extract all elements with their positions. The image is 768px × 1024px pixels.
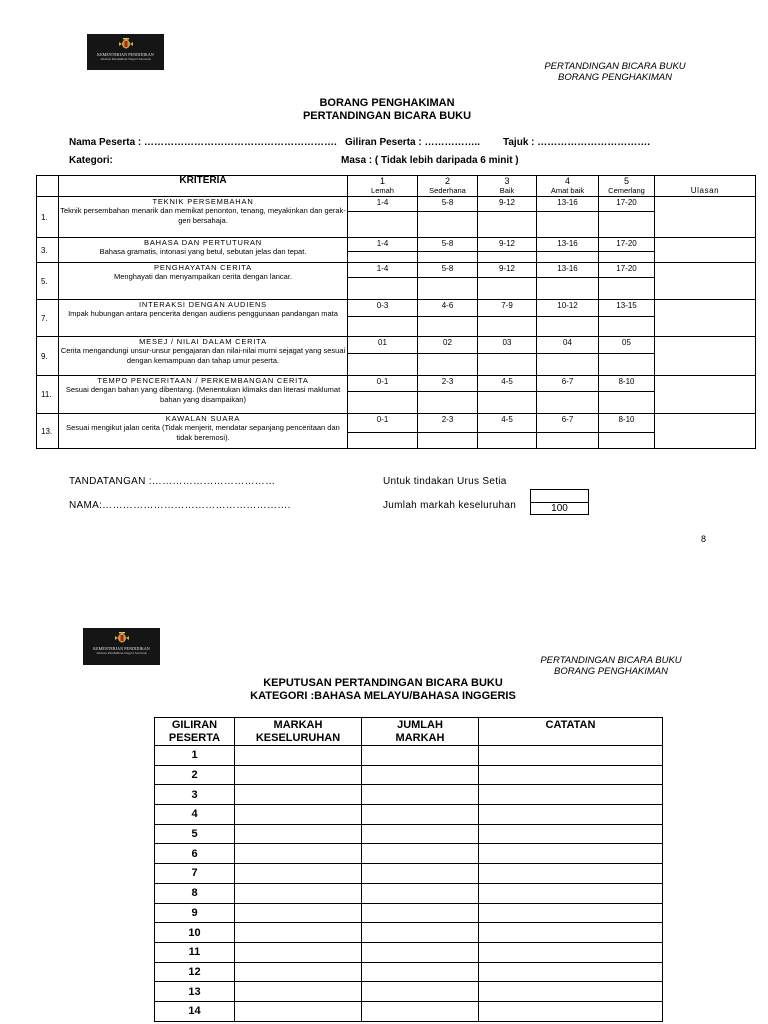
table-row: [155, 962, 663, 982]
participant-number: 6: [155, 844, 235, 864]
criterion-name: TEMPO PENCERITAAN / PERKEMBANGAN CERITA: [97, 376, 309, 385]
score-input-cell[interactable]: [478, 392, 537, 414]
jumlah-markah-cell[interactable]: [362, 923, 479, 943]
logo-text-1: KEMENTERIAN PENDIDIKAN: [93, 646, 150, 651]
score-range: 01: [348, 337, 418, 354]
logo-text-2: Jabatan Pendidikan Negeri Sarawak: [96, 651, 147, 655]
header-line-1: PERTANDINGAN BICARA BUKU: [540, 655, 682, 666]
score-input-cell[interactable]: [478, 252, 537, 263]
ulasan-cell[interactable]: [655, 414, 756, 449]
level-header: 4 Amat baik: [537, 176, 599, 197]
score-input-cell[interactable]: [418, 252, 478, 263]
score-range: 0-1: [348, 376, 418, 392]
score-range: 4-5: [478, 376, 537, 392]
criterion-row: [37, 197, 756, 212]
jumlah-markah-cell[interactable]: [362, 765, 479, 785]
score-range: 9-12: [478, 197, 537, 212]
criterion-row: [37, 376, 756, 392]
score-input-cell[interactable]: [599, 392, 655, 414]
catatan-cell[interactable]: [479, 765, 663, 785]
criterion-desc: Cerita mengandungi unsur-unsur pengajaran dan nilai-nilai murni sejagat yang sesuai dengan kemampuan dan tahap umur peserta.: [60, 346, 346, 365]
markah-keseluruhan-cell[interactable]: [235, 844, 362, 864]
score-input-cell[interactable]: [599, 252, 655, 263]
criterion-row: [37, 300, 756, 317]
score-range: 13-16: [537, 197, 599, 212]
table-row: [155, 982, 663, 1002]
score-range: 4-6: [418, 300, 478, 317]
criterion-name: PENGHAYATAN CERITA: [154, 263, 252, 272]
score-range: 4-5: [478, 414, 537, 433]
kategori-field[interactable]: Kategori:: [69, 155, 113, 166]
score-input-cell[interactable]: [418, 392, 478, 414]
jumlah-markah-cell[interactable]: [362, 746, 479, 766]
criterion-row: [37, 414, 756, 433]
score-range: 7-9: [478, 300, 537, 317]
score-range: 02: [418, 337, 478, 354]
criterion-row: [37, 263, 756, 278]
score-range: 9-12: [478, 238, 537, 252]
jumlah-markah-cell[interactable]: [362, 883, 479, 903]
score-input-cell[interactable]: [537, 354, 599, 376]
markah-keseluruhan-cell[interactable]: [235, 746, 362, 766]
criterion-name: BAHASA DAN PERTUTURAN: [144, 238, 262, 247]
criterion-number: 13.: [37, 414, 59, 449]
criterion-desc: Bahasa gramatis, intonasi yang betul, sebutan jelas dan tepat.: [99, 247, 307, 256]
score-range: 6-7: [537, 376, 599, 392]
criterion-number: 5.: [37, 263, 59, 300]
markah-keseluruhan-cell[interactable]: [235, 864, 362, 884]
giliran-peserta-header: GILIRAN PESERTA: [155, 718, 235, 746]
score-input-cell[interactable]: [418, 278, 478, 300]
score-input-cell[interactable]: [599, 354, 655, 376]
participant-number: 9: [155, 903, 235, 923]
catatan-cell[interactable]: [479, 923, 663, 943]
header-right: [530, 61, 700, 83]
jumlah-markah-cell[interactable]: [362, 844, 479, 864]
markah-keseluruhan-cell[interactable]: [235, 962, 362, 982]
jumlah-markah-cell[interactable]: [362, 962, 479, 982]
catatan-cell[interactable]: [479, 962, 663, 982]
level-header: 5 Cemerlang: [599, 176, 655, 197]
score-range: 05: [599, 337, 655, 354]
markah-keseluruhan-cell[interactable]: [235, 765, 362, 785]
score-input-cell[interactable]: [537, 252, 599, 263]
table-row: [155, 785, 663, 805]
table-row: [155, 942, 663, 962]
score-input-cell[interactable]: [537, 278, 599, 300]
score-input-cell[interactable]: [348, 433, 418, 449]
score-range: 17-20: [599, 263, 655, 278]
markah-keseluruhan-cell[interactable]: [235, 824, 362, 844]
score-input-cell[interactable]: [599, 278, 655, 300]
results-title-line-2: KATEGORI :BAHASA MELAYU/BAHASA INGGERIS: [250, 690, 516, 702]
participant-number: 13: [155, 982, 235, 1002]
criterion-desc: Sesuai dengan bahan yang dibentang. (Menentukan klimaks dan literasi maklumat bahan yang disampaikan): [65, 385, 341, 404]
participant-number: 5: [155, 824, 235, 844]
participant-number: 10: [155, 923, 235, 943]
page-title: [200, 97, 574, 123]
criterion-text: [59, 414, 348, 449]
score-input-cell[interactable]: [348, 252, 418, 263]
criterion-text: [59, 238, 348, 263]
score-range: 5-8: [418, 197, 478, 212]
score-input-cell[interactable]: [478, 212, 537, 238]
ulasan-cell[interactable]: [655, 376, 756, 414]
jumlah-markah-cell[interactable]: [362, 864, 479, 884]
criterion-number: 3.: [37, 238, 59, 263]
criterion-number: 9.: [37, 337, 59, 376]
total-max-box: [530, 502, 589, 515]
results-title-line-1: KEPUTUSAN PERTANDINGAN BICARA BUKU: [263, 677, 503, 689]
score-range: 04: [537, 337, 599, 354]
participant-number: 2: [155, 765, 235, 785]
criterion-text: [59, 376, 348, 414]
table-row: [155, 805, 663, 825]
criterion-number: 11.: [37, 376, 59, 414]
score-range: 8-10: [599, 376, 655, 392]
logo-text-2: Jabatan Pendidikan Negeri Sarawak: [100, 57, 151, 61]
table-row: [155, 1001, 663, 1021]
catatan-cell[interactable]: [479, 805, 663, 825]
catatan-cell[interactable]: [479, 864, 663, 884]
score-input-cell[interactable]: [599, 433, 655, 449]
jumlah-markah-cell[interactable]: [362, 785, 479, 805]
score-range: 2-3: [418, 376, 478, 392]
score-range: 2-3: [418, 414, 478, 433]
score-range: 13-16: [537, 263, 599, 278]
criterion-desc: Menghayati dan menyampaikan cerita dengan lancar.: [113, 272, 293, 281]
score-range: 5-8: [418, 238, 478, 252]
markah-keseluruhan-cell[interactable]: [235, 923, 362, 943]
markah-keseluruhan-cell[interactable]: [235, 982, 362, 1002]
criterion-name: TEKNIK PERSEMBAHAN: [152, 197, 254, 206]
tajuk-field[interactable]: Tajuk : …………………………….: [503, 137, 651, 148]
score-input-cell[interactable]: [599, 317, 655, 337]
score-input-cell[interactable]: [537, 317, 599, 337]
score-input-cell[interactable]: [537, 392, 599, 414]
table-row: [155, 903, 663, 923]
level-header: 1 Lemah: [348, 176, 418, 197]
giliran-peserta-field[interactable]: Giliran Peserta : ……………..: [345, 137, 481, 148]
results-header-row: [155, 718, 663, 746]
score-input-cell[interactable]: [599, 212, 655, 238]
title-line-2: PERTANDINGAN BICARA BUKU: [302, 110, 472, 122]
ulasan-cell[interactable]: [655, 238, 756, 263]
table-row: [155, 746, 663, 766]
criterion-row: [37, 337, 756, 354]
score-input-cell[interactable]: [537, 212, 599, 238]
score-input-cell[interactable]: [348, 317, 418, 337]
table-row: [155, 824, 663, 844]
score-range: 9-12: [478, 263, 537, 278]
ulasan-cell[interactable]: [655, 263, 756, 300]
jumlah-markah-header: JUMLAH MARKAH: [362, 718, 479, 746]
score-range: 10-12: [537, 300, 599, 317]
criterion-desc: Teknik persembahan menarik dan memikat penonton, tenang, meyakinkan dan gerak-geri bersahaja.: [60, 206, 346, 225]
score-input-cell[interactable]: [418, 354, 478, 376]
criterion-text: [59, 337, 348, 376]
score-range: 5-8: [418, 263, 478, 278]
table-row: [155, 923, 663, 943]
header-num-cell: [37, 176, 59, 197]
criterion-name: KAWALAN SUARA: [165, 414, 241, 423]
score-range: 8-10: [599, 414, 655, 433]
level-header: 3 Baik: [478, 176, 537, 197]
criterion-desc: Impak hubungan antara pencerita dengan audiens penggunaan pandangan mata: [68, 309, 338, 318]
score-input-cell[interactable]: [348, 392, 418, 414]
score-range: 1-4: [348, 263, 418, 278]
total-max-value: 100: [551, 503, 568, 514]
jumlah-markah-cell[interactable]: [362, 1001, 479, 1021]
crest-icon: [118, 38, 134, 50]
catatan-cell[interactable]: [479, 785, 663, 805]
participant-number: 12: [155, 962, 235, 982]
score-range: 13-16: [537, 238, 599, 252]
score-range: 13-15: [599, 300, 655, 317]
participant-number: 3: [155, 785, 235, 805]
nama-peserta-field[interactable]: Nama Peserta : ………………………………………………….: [69, 137, 337, 148]
score-input-cell[interactable]: [418, 433, 478, 449]
jumlah-label: Jumlah markah keseluruhan: [383, 500, 517, 511]
catatan-cell[interactable]: [479, 746, 663, 766]
catatan-cell[interactable]: [479, 824, 663, 844]
score-input-cell[interactable]: [418, 317, 478, 337]
participant-number: 1: [155, 746, 235, 766]
score-input-cell[interactable]: [348, 212, 418, 238]
crest-icon: [114, 632, 130, 644]
markah-keseluruhan-cell[interactable]: [235, 903, 362, 923]
score-input-cell[interactable]: [348, 354, 418, 376]
criterion-name: INTERAKSI DENGAN AUDIENS: [139, 300, 267, 309]
ulasan-cell[interactable]: [655, 300, 756, 337]
score-input-cell[interactable]: [478, 433, 537, 449]
score-input-cell[interactable]: [478, 354, 537, 376]
catatan-cell[interactable]: [479, 1001, 663, 1021]
participant-number: 14: [155, 1001, 235, 1021]
jumlah-markah-cell[interactable]: [362, 805, 479, 825]
criterion-row: [37, 238, 756, 252]
catatan-header: CATATAN: [479, 718, 663, 746]
nama-field[interactable]: NAMA:……………………………………………….: [69, 500, 291, 511]
header-line-2: BORANG PENGHAKIMAN: [557, 72, 673, 83]
header-right: [526, 655, 696, 677]
header-line-2: BORANG PENGHAKIMAN: [553, 666, 669, 677]
score-input-cell[interactable]: [537, 433, 599, 449]
catatan-cell[interactable]: [479, 844, 663, 864]
participant-number: 7: [155, 864, 235, 884]
jumlah-markah-cell[interactable]: [362, 824, 479, 844]
level-header: 2 Sederhana: [418, 176, 478, 197]
ministry-logo: [83, 628, 160, 665]
markah-keseluruhan-cell[interactable]: [235, 942, 362, 962]
score-input-cell[interactable]: [478, 278, 537, 300]
markah-keseluruhan-cell[interactable]: [235, 1001, 362, 1021]
score-input-cell[interactable]: [348, 278, 418, 300]
criteria-table: [36, 175, 756, 449]
score-range: 1-4: [348, 238, 418, 252]
masa-label: Masa : ( Tidak lebih daripada 6 minit ): [341, 155, 519, 166]
catatan-cell[interactable]: [479, 903, 663, 923]
title-line-1: BORANG PENGHAKIMAN: [319, 97, 455, 109]
participant-number: 4: [155, 805, 235, 825]
markah-keseluruhan-header: MARKAH KESELURUHAN: [235, 718, 362, 746]
urus-setia-label: Untuk tindakan Urus Setia: [383, 476, 507, 487]
total-input-box[interactable]: [530, 489, 589, 503]
kriteria-header: KRITERIA: [59, 176, 348, 197]
ulasan-cell[interactable]: [655, 337, 756, 376]
score-input-cell[interactable]: [478, 317, 537, 337]
participant-number: 11: [155, 942, 235, 962]
participant-number: 8: [155, 883, 235, 903]
criterion-desc: Sesuai mengikut jalan cerita (Tidak menjerit, mendatar sepanjang penceritaan dan tidak beremosi).: [66, 423, 340, 442]
catatan-cell[interactable]: [479, 883, 663, 903]
table-header-row: [37, 176, 756, 197]
table-row: [155, 864, 663, 884]
score-range: 17-20: [599, 238, 655, 252]
criterion-text: [59, 300, 348, 337]
jumlah-markah-cell[interactable]: [362, 903, 479, 923]
markah-keseluruhan-cell[interactable]: [235, 883, 362, 903]
catatan-cell[interactable]: [479, 982, 663, 1002]
criterion-text: [59, 263, 348, 300]
criterion-number: 7.: [37, 300, 59, 337]
score-range: 6-7: [537, 414, 599, 433]
markah-keseluruhan-cell[interactable]: [235, 785, 362, 805]
logo-text-1: KEMENTERIAN PENDIDIKAN: [97, 52, 154, 57]
tandatangan-field[interactable]: TANDATANGAN :………………………………: [69, 476, 276, 487]
score-input-cell[interactable]: [418, 212, 478, 238]
table-row: [155, 883, 663, 903]
score-range: 03: [478, 337, 537, 354]
results-title: [200, 677, 566, 703]
criterion-number: 1.: [37, 197, 59, 238]
score-range: 0-3: [348, 300, 418, 317]
score-range: 0-1: [348, 414, 418, 433]
ministry-logo: [87, 34, 164, 70]
header-line-1: PERTANDINGAN BICARA BUKU: [544, 61, 686, 72]
jumlah-markah-cell[interactable]: [362, 942, 479, 962]
table-row: [155, 844, 663, 864]
ulasan-header: Ulasan: [655, 176, 756, 197]
score-range: 17-20: [599, 197, 655, 212]
score-range: 1-4: [348, 197, 418, 212]
ulasan-cell[interactable]: [655, 197, 756, 238]
markah-keseluruhan-cell[interactable]: [235, 805, 362, 825]
results-table: [154, 717, 663, 1022]
catatan-cell[interactable]: [479, 942, 663, 962]
criterion-text: [59, 197, 348, 238]
table-row: [155, 765, 663, 785]
page-number: 8: [701, 534, 707, 544]
jumlah-markah-cell[interactable]: [362, 982, 479, 1002]
criterion-name: MESEJ / NILAI DALAM CERITA: [139, 337, 267, 346]
